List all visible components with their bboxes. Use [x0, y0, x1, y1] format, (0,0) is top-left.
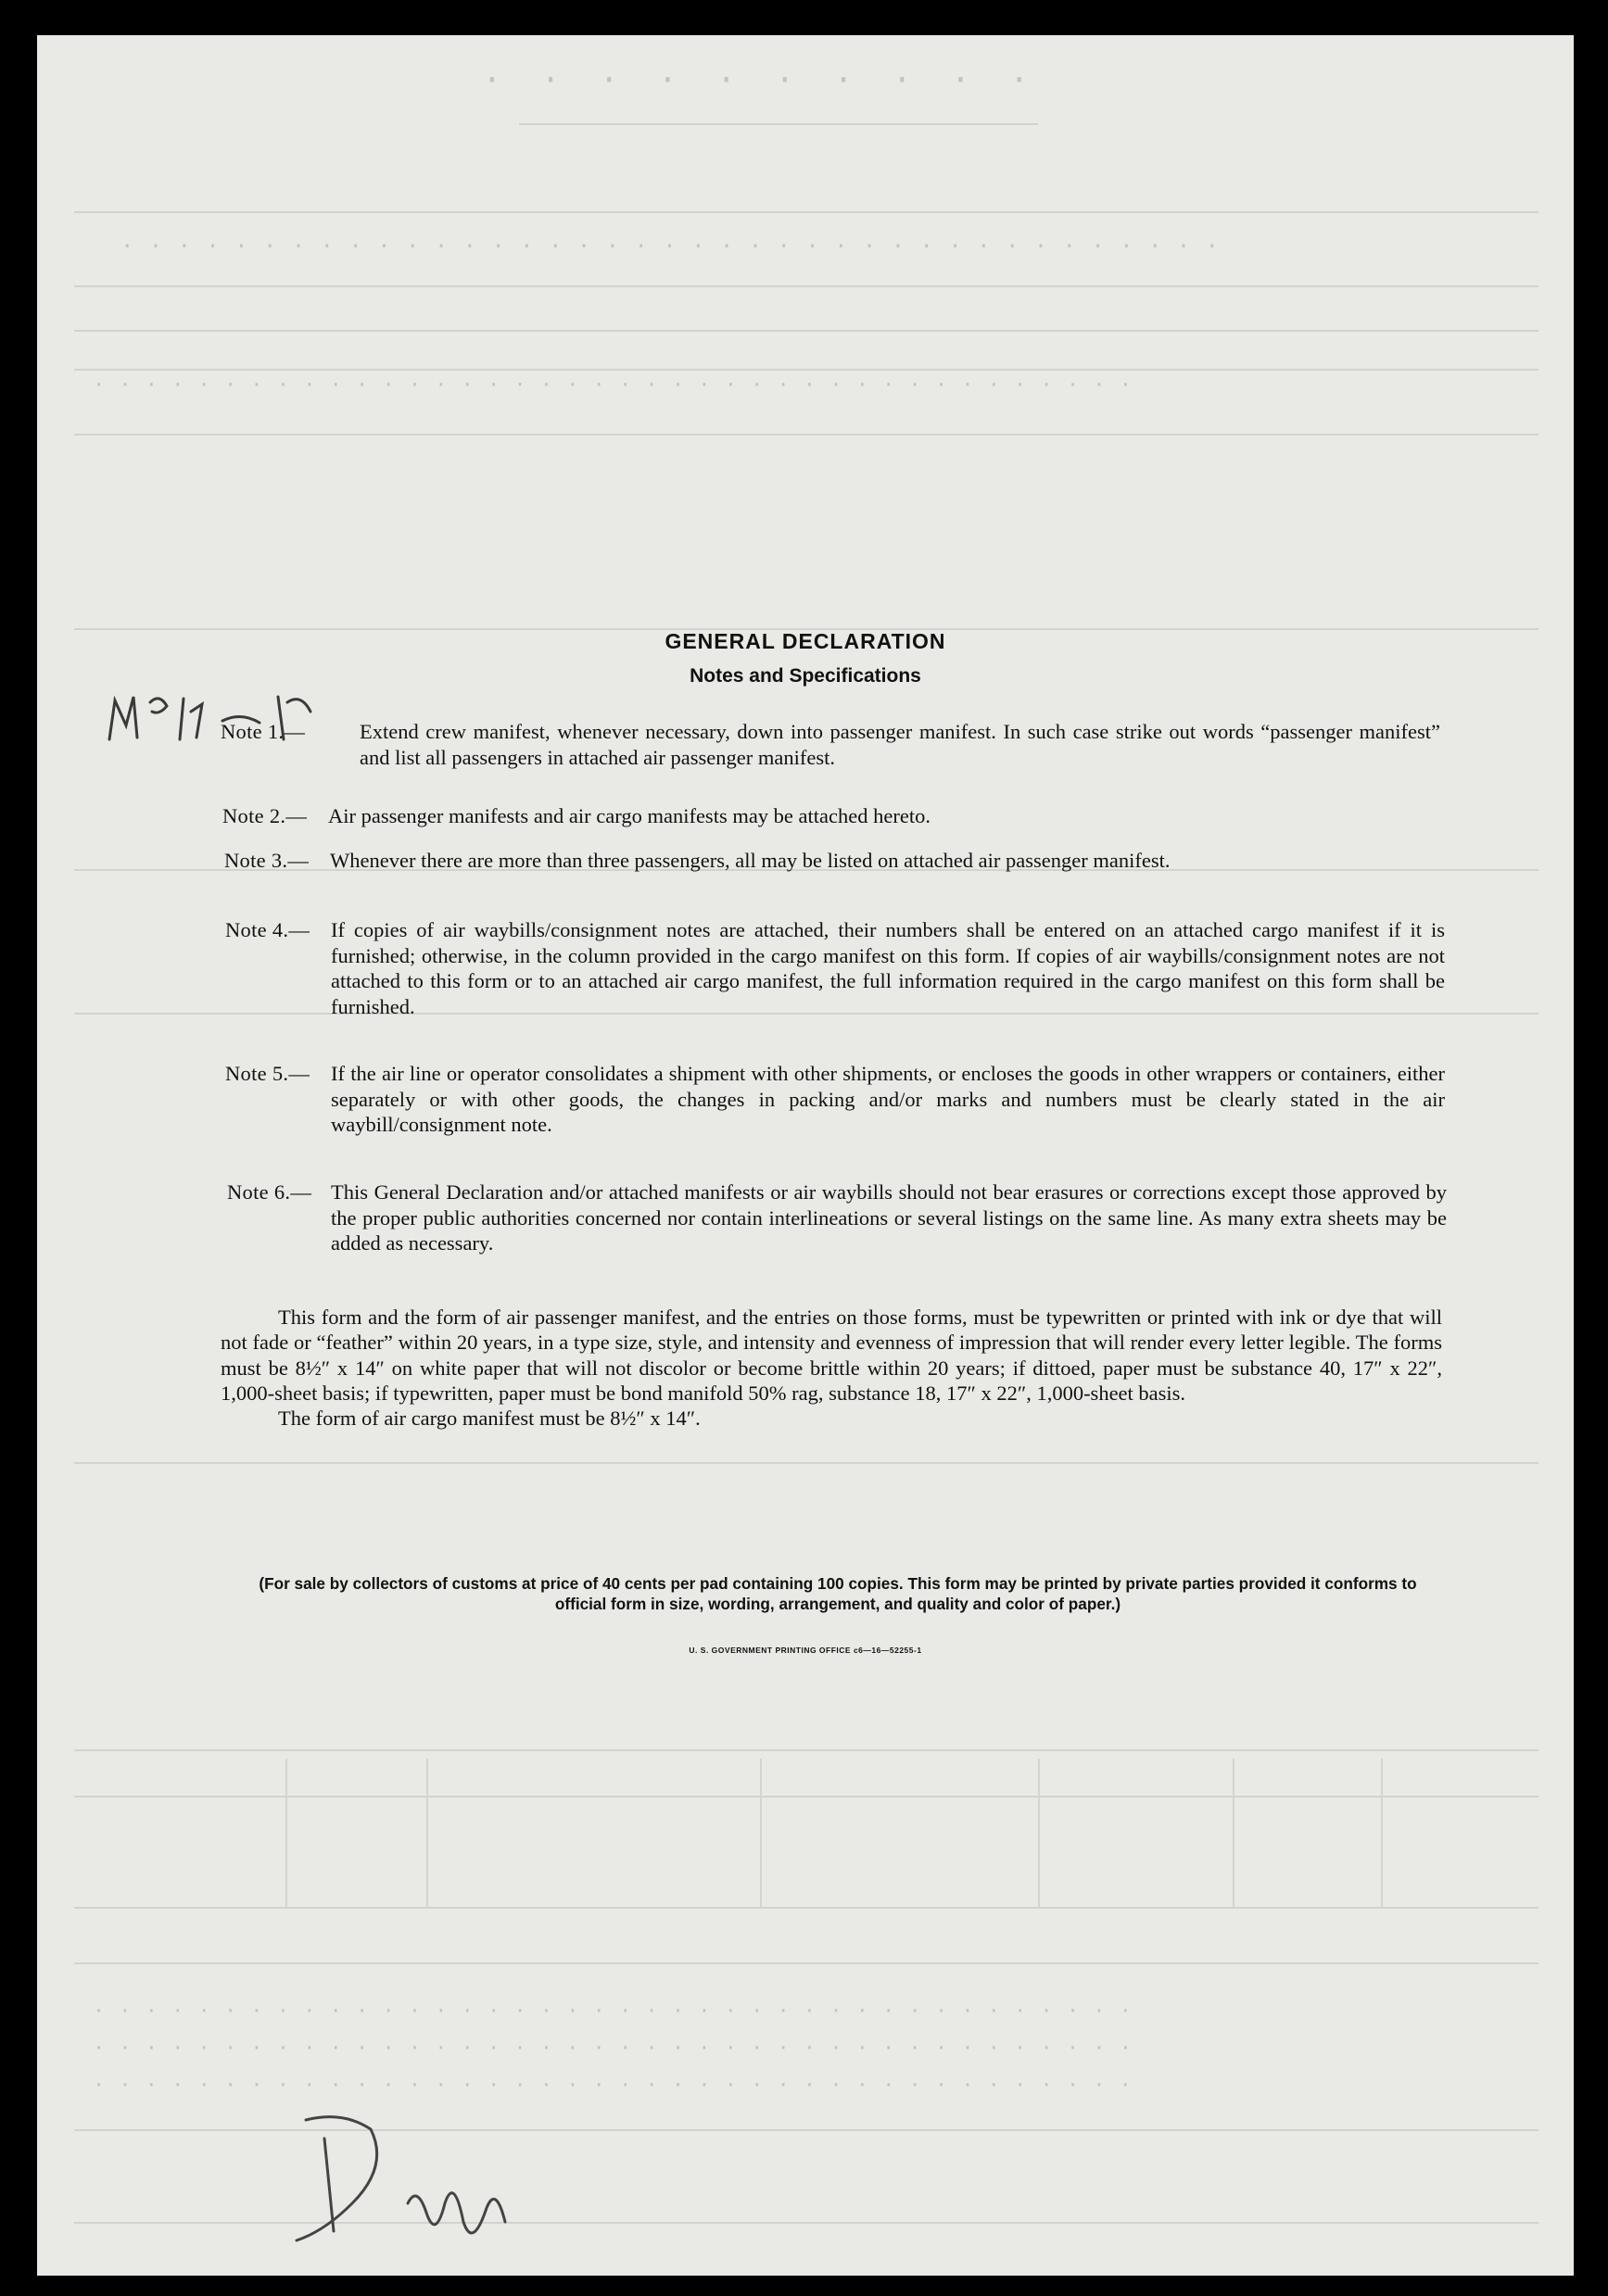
paragraph-cargo-manifest-size: The form of air cargo manifest must be 8½″ x 14″.: [278, 1407, 701, 1431]
note-label: Note 2.—: [222, 804, 308, 827]
note-label: Note 1.—: [221, 720, 306, 743]
note-5: [225, 1061, 1445, 1138]
note-text: Whenever there are more than three passengers, all may be listed on attached air passenger manifest.: [330, 849, 1171, 872]
note-4: [225, 917, 1445, 1019]
signature-bottom: [269, 2101, 565, 2259]
note-text: If copies of air waybills/consignment notes are attached, their numbers shall be entered on an attached cargo manifest if it is furnished; otherwise, in the column provided in the cargo manifest on this form. If copies of air waybills/consignment notes are not attached to this form or to an attached air cargo manifest, the full information required in the cargo manifest on this form shall be furnished.: [331, 918, 1445, 1018]
note-text: Air passenger manifests and air cargo manifests may be attached hereto.: [328, 804, 931, 827]
note-3: [224, 848, 1444, 874]
note-text: If the air line or operator consolidates a shipment with other shipments, or encloses the goods in other wrappers or containers, either separately or with other goods, the changes in packing and/or marks and numbers must be clearly stated in the air waybill/consignment note.: [331, 1062, 1445, 1136]
note-2: [222, 803, 1442, 829]
typewriting-requirements-paragraph: [221, 1305, 1442, 1431]
printer-imprint: U. S. GOVERNMENT PRINTING OFFICE c6—16—52255-1: [689, 1646, 922, 1655]
handwritten-annotation-left: [102, 684, 324, 749]
note-6: [227, 1180, 1447, 1256]
note-label: Note 3.—: [224, 849, 310, 872]
note-label: Note 4.—: [225, 918, 310, 941]
sale-notice: (For sale by collectors of customs at price of 40 cents per pad containing 100 copies. This form may be printed by private parties provided it conforms to official form in size, wording, arrangement, and quality and color of paper.): [259, 1574, 1417, 1613]
note-label: Note 5.—: [225, 1062, 310, 1085]
document-subtitle: Notes and Specifications: [690, 665, 921, 687]
note-text: Extend crew manifest, whenever necessary, down into passenger manifest. In such case strike out words “passenger manifest” and list all passengers in attached air passenger manifest.: [360, 720, 1440, 769]
note-label: Note 6.—: [227, 1180, 312, 1204]
note-1: [221, 719, 1440, 770]
document-title: GENERAL DECLARATION: [665, 629, 946, 653]
paragraph-body: This form and the form of air passenger manifest, and the entries on those forms, must be typewritten or printed with ink or dye that will not fade or “feather” within 20 years, in a type size, style, and intensity and evenness of impression that will render every letter legible. The forms must be 8½″ x 14″ on white paper that will not discolor or become brittle within 20 years; if dittoed, paper must be substance 40, 17″ x 22″, 1,000-sheet basis; if typewritten, paper must be bond manifold 50% rag, substance 18, 17″ x 22″, 1,000-sheet basis.: [221, 1306, 1442, 1405]
document-page: · · · · · · · · · · · · · · · · · · · · · · · · · · · · · · · · · · · · · · · · · · · · · · · · · · · · · · · · · · · · · · · · · · · · · · · · · · · · · · · · · · · · · · · · · · · · · · · · · · · · · · · · · · · · · · · · · · · · · · · · · · · · · · · · · · · · · · · · · · · · · · · · · · · · · · · · · · · · · · · · · · · · · · · · · · · · · · · · · · · · · · · · · · · · · · · · · · · · · · · · · · · · · · · · · GENERAL DECLARATION Notes and Specifications Note 1.— Extend crew manifest, whenever necessary, down into passenger manifest. In such case strike out words “passenger manifest” and list all passengers in attached air passenger manifest. Note 2.— Air passenger manifests and air cargo manifests may be attached hereto. Note 3.— Whenever there are more than three passengers, all may be listed on attached air passenger manifest. Note 4.— If copies of air waybills/consignment notes are attached, their numbers shall be entered on an attached cargo manifest if it is furnished; otherwise, in the column provided in the cargo manifest on this form. If copies of air waybills/consignment notes are not attached to this form or to an attached air cargo manifest, the full information required in the cargo manifest on this form shall be furnished. Note 5.— If the air line or operator consolidates a shipment with other shipments, or encloses the goods in other wrappers or containers, either separately or with other goods, the changes in packing and/or marks and numbers must be clearly stated in the air waybill/consignment note. Note 6.— This General Declaration and/or attached manifests or air waybills should not bear erasures or corrections except those approved by the proper public authorities concerned nor contain interlineations or several listings on the same line. As many extra sheets may be added as necessary. This form and the form of air passenger manifest, and the entries on those forms, must be typewritten or printed with ink or dye that will not fade or “feather” within 20 years, in a type size, style, and intensity and evenness of impression that will render every letter legible. The forms must be 8½″ x 14″ on white paper that will not discolor or become brittle within 20 years; if dittoed, paper must be substance 40, 17″ x 22″, 1,000-sheet basis; if typewritten, paper must be bond manifold 50% rag, substance 18, 17″ x 22″, 1,000-sheet basis. The form of air cargo manifest must be 8½″ x 14″. (For sale by collectors of customs at price of 40 cents per pad containing 100 copies. This form may be printed by private parties provided it conforms to official form in size, wording, arrangement, and quality and color of paper.) U. S. GOVERNMENT PRINTING OFFICE c6—16—52255-1: [37, 35, 1574, 2276]
note-text: This General Declaration and/or attached manifests or air waybills should not bear erasures or corrections except those approved by the proper public authorities concerned nor contain interlineations or several listings on the same line. As many extra sheets may be added as necessary.: [331, 1180, 1447, 1255]
